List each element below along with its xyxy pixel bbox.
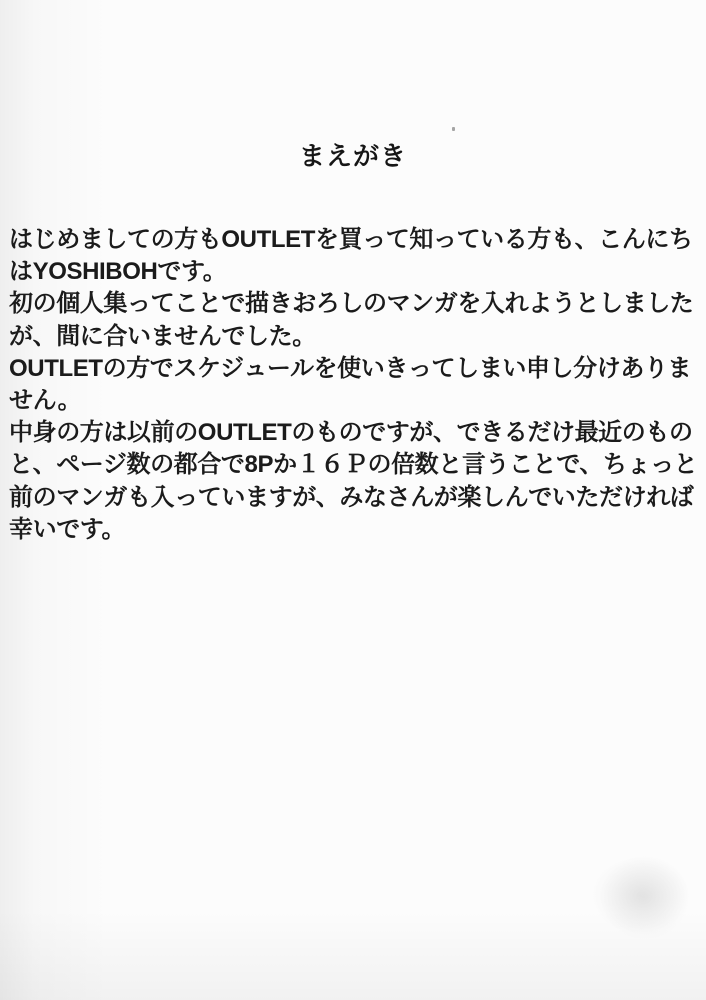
text-line: 中身の方は以前のOUTLETのものですが、できるだけ最近のもの	[9, 419, 693, 447]
text-line: と、ページ数の都合で8Pか１６Ｐの倍数と言うことで、ちょっと	[9, 451, 698, 479]
text-line: せん。	[9, 387, 82, 415]
text-line: 初の個人集ってことで描きおろしのマンガを入れようとしました	[9, 290, 694, 318]
text-line: 前のマンガも入っていますが、みなさんが楽しんでいただければ	[9, 483, 694, 511]
text-line: はYOSHIBOHです。	[9, 258, 227, 286]
text-line: OUTLETの方でスケジュールを使いきってしまい申し分けありま	[9, 354, 692, 382]
preface-body	[9, 224, 703, 546]
scan-smudge	[600, 855, 690, 940]
text-line: が、間に合いませんでした。	[9, 322, 316, 350]
text-line: 幸いです。	[9, 515, 126, 543]
scan-speck	[452, 127, 455, 131]
page-title: まえがき	[298, 141, 407, 171]
text-line: はじめましての方もOUTLETを買って知っている方も、こんにち	[9, 226, 693, 253]
